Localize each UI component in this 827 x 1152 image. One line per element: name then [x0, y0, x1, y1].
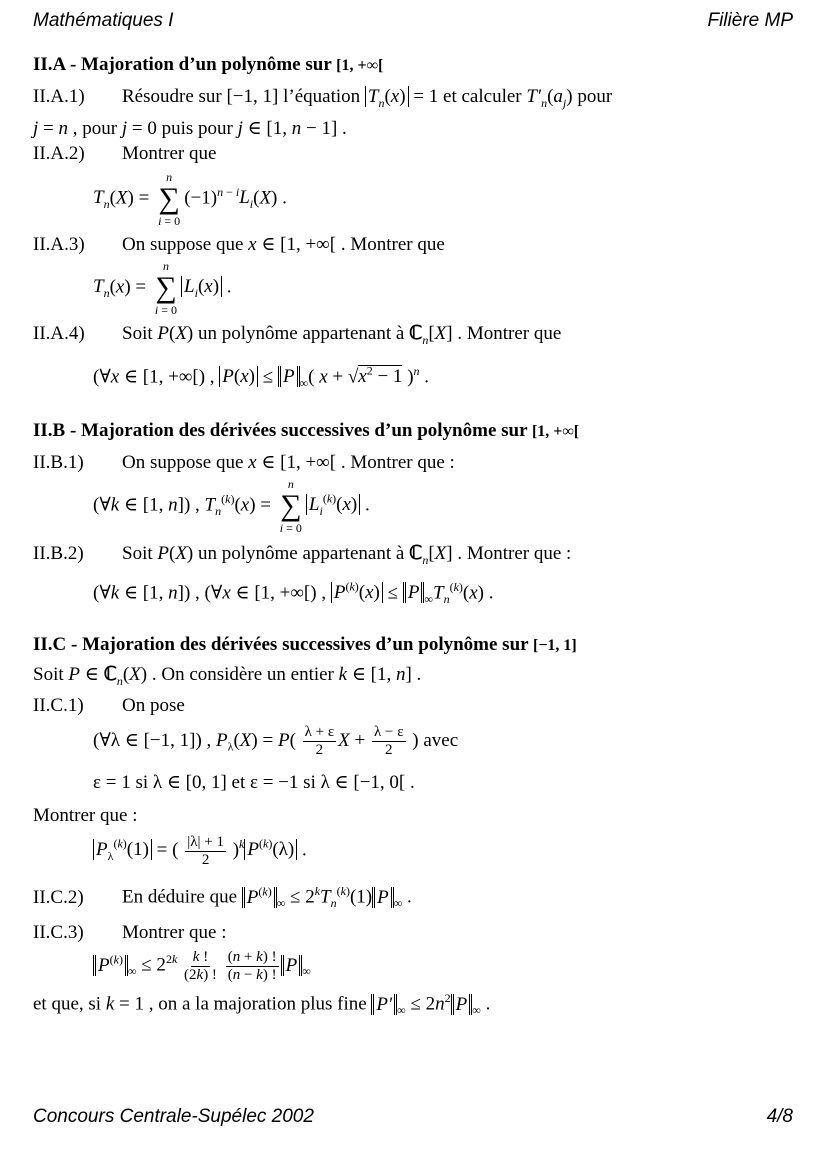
footer-page: 4/8 — [766, 1106, 793, 1127]
document-body — [33, 52, 793, 1024]
formula-a4: (∀x ∈ [1, +∞[) , P(x) ≤ P $_\infty$( $x + √x^2 - 1$ )$^n$ . — [93, 363, 430, 390]
formula-b2: (∀k ∈ [1, n]) , (∀x ∈ [1, +∞[) , $P^{(k)}(x) \le P$ $_\infty T_n^{(k)}(x)$ . — [93, 579, 494, 606]
section-title-c: II.C - Majoration des dérivées successives d’un polynôme sur [−1, 1] — [33, 633, 577, 655]
intro-c: Soit P ∈ ℂ$_n$(X) . On considère un entier k ∈ [1, n] . — [33, 663, 422, 688]
footer-contest: Concours Centrale-Supélec 2002 — [33, 1106, 314, 1127]
question-b1: II.B.1) On suppose que x ∈ [1, +∞[ . Montrer que : — [33, 451, 455, 473]
formula-c3: $P^{(k)}_\infty \le 2^{2k}$ $\frac{k !}{(2k) !}$ $\frac{(n + k) !}{(n - k) !}$ P $_\infty$ — [93, 947, 793, 984]
question-c1: II.C.1) On pose — [33, 695, 185, 717]
question-a2: II.A.2) Montrer que — [33, 142, 217, 164]
question-c2: II.C.2) En déduire que $P^{(k)}_\infty \le 2^kT_n^{(k)}(1)$ P $_\infty$ . — [33, 884, 412, 911]
formula-c1: (∀λ ∈ [−1, 1]) , $P_\lambda(X) = P$( $\frac{\lambda + \varepsilon}{2}$ X + $\frac{\lambda - \varepsilon}{2}$ ) avec — [93, 724, 459, 759]
formula-c1-result: $P_\lambda^{(k)}(1)$ = ( $\frac{|\lambda| + 1}{2}$ )$^k$ $P^{(k)}(\lambda)$ . — [93, 832, 793, 869]
question-a1: II.A.1) Résoudre sur [−1, 1] l’équation $T_n(x) = 1$ et calculer $T'_n(a_j)$ pour j = n , pour j = 0 puis pour j ∈ [1, n − 1] . — [33, 86, 613, 139]
formula-a2: $T_n(X)$ = n ∑ i = 0 $(-1)^{n - i}L_i(X)$ . — [93, 169, 287, 228]
closing-line: et que, si k = 1 , on a la majoration plus fine P′ $_\infty \le 2n^2$ P $_\infty$ . — [33, 991, 491, 1018]
section-title-a: II.A - Majoration d’un polynôme sur [1, +∞[ — [33, 54, 384, 75]
formula-a3: $T_n(x)$ = n ∑ i = 0 $L_i(x)$ . — [93, 258, 232, 317]
formula-c1-eps: ε = 1 si λ ∈ [0, 1] et ε = −1 si λ ∈ [−1, 0[ . — [93, 772, 415, 794]
question-b2: II.B.2) Soit P(X) un polynôme appartenant à ℂ$_n$[X] . Montrer que : — [33, 542, 572, 567]
formula-b1: (∀k ∈ [1, n]) , $T_n^{(k)}(x)$ = n ∑ i = 0 $L_i^{(k)}(x)$ . — [93, 476, 370, 535]
montrer-c1: Montrer que : — [33, 805, 138, 827]
question-a3: II.A.3) On suppose que x ∈ [1, +∞[ . Montrer que — [33, 233, 445, 255]
header-subject: Mathématiques I — [33, 10, 174, 31]
question-a4: II.A.4) Soit P(X) un polynôme appartenant à ℂ$_n$[X] . Montrer que — [33, 322, 562, 347]
section-title-b: II.B - Majoration des dérivées successives d’un polynôme sur [1, +∞[ — [33, 419, 580, 441]
question-c3: II.C.3) Montrer que : — [33, 922, 227, 944]
header-track: Filière MP — [707, 10, 793, 31]
